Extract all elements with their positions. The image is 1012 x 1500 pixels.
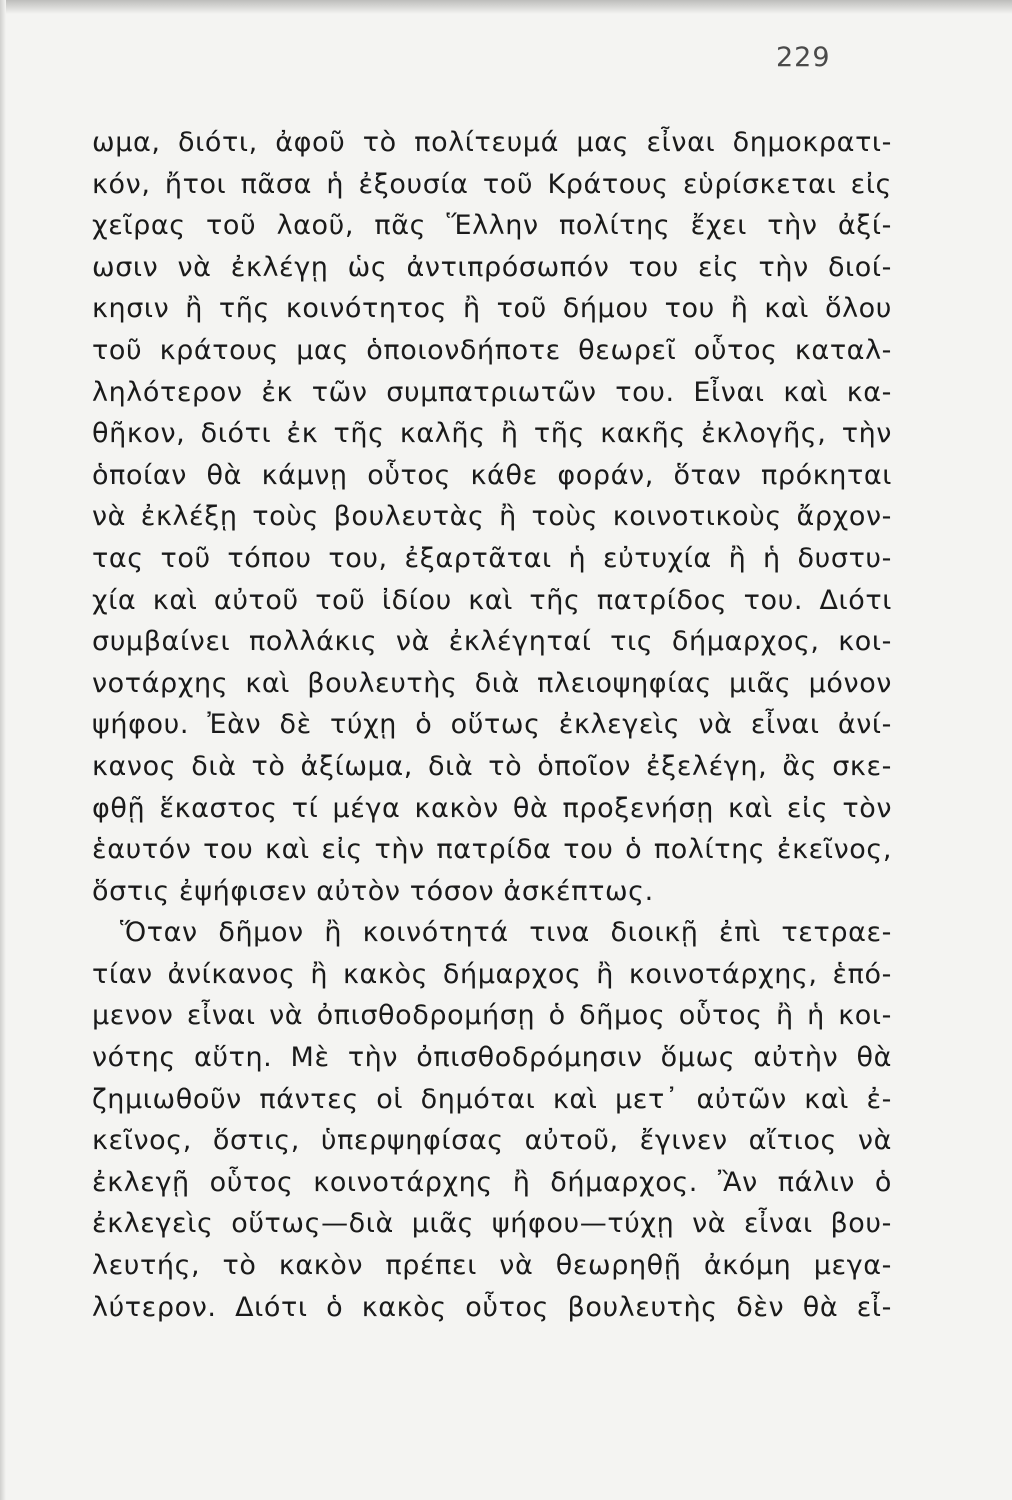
paragraph-end-line: ὅστις ἐψήφισεν αὐτὸν τόσον ἀσκέπτως.	[92, 875, 654, 907]
text-line: κησιν ἢ τῆς κοινότητος ἢ τοῦ δήμου του ἢ καὶ ὅλου	[92, 293, 892, 325]
text-line: κανος διὰ τὸ ἀξίωμα, διὰ τὸ ὁποῖον ἐξελέγη, ἂς σκε-	[92, 750, 892, 782]
text-line: μενον εἶναι νὰ ὀπισθοδρομήσῃ ὁ δῆμος οὗτος ἢ ἡ κοι-	[92, 1000, 892, 1032]
page-number: 229	[776, 42, 831, 73]
text-line: θῆκον, διότι ἐκ τῆς καλῆς ἢ τῆς κακῆς ἐκλογῆς, τὴν	[92, 418, 892, 450]
text-line: χία καὶ αὐτοῦ τοῦ ἰδίου καὶ τῆς πατρίδος του. Διότι	[92, 584, 892, 616]
text-line: ἐκλεγῇ οὗτος κοινοτάρχης ἢ δήμαρχος. Ἂν πάλιν ὁ	[92, 1166, 892, 1198]
text-line: ὁποίαν θὰ κάμνῃ οὗτος κάθε φοράν, ὅταν πρόκηται	[92, 459, 892, 491]
text-line: τίαν ἀνίκανος ἢ κακὸς δήμαρχος ἢ κοινοτάρχης, ἑπό-	[92, 958, 892, 990]
text-line: κόν, ἤτοι πᾶσα ἡ ἐξουσία τοῦ Κράτους εὑρίσκεται εἰς	[92, 168, 892, 200]
text-line: τοῦ κράτους μας ὁποιονδήποτε θεωρεῖ οὗτος καταλ-	[92, 334, 892, 366]
text-line: φθῇ ἕκαστος τί μέγα κακὸν θὰ προξενήσῃ καὶ εἰς τὸν	[92, 792, 892, 824]
text-line: ψήφου. Ἐὰν δὲ τύχῃ ὁ οὕτως ἐκλεγεὶς νὰ εἶναι ἀνί-	[92, 709, 892, 741]
text-line: νὰ ἐκλέξῃ τοὺς βουλευτὰς ἢ τοὺς κοινοτικοὺς ἄρχον-	[92, 501, 892, 533]
text-line: νοτάρχης καὶ βουλευτὴς διὰ πλειοψηφίας μιᾶς μόνον	[92, 667, 892, 699]
text-line: τας τοῦ τόπου του, ἐξαρτᾶται ἡ εὐτυχία ἢ ἡ δυστυ-	[92, 542, 892, 574]
body-text	[92, 122, 892, 1328]
text-line: ζημιωθοῦν πάντες οἱ δημόται καὶ μετ᾽ αὐτῶν καὶ ἐ-	[92, 1083, 892, 1115]
text-line: συμβαίνει πολλάκις νὰ ἐκλέγηταί τις δήμαρχος, κοι-	[92, 626, 892, 658]
text-line: ἑαυτόν του καὶ εἰς τὴν πατρίδα του ὁ πολίτης ἐκεῖνος,	[92, 834, 892, 866]
text-line: λύτερον. Διότι ὁ κακὸς οὗτος βουλευτὴς δὲν θὰ εἶ-	[92, 1291, 892, 1323]
paragraph-start-line: Ὅταν δῆμον ἢ κοινότητά τινα διοικῇ ἐπὶ τετραε-	[120, 917, 892, 949]
text-line: ωμα, διότι, ἀφοῦ τὸ πολίτευμά μας εἶναι δημοκρατι-	[92, 127, 892, 158]
text-line: κεῖνος, ὅστις, ὑπερψηφίσας αὐτοῦ, ἔγινεν αἴτιος νὰ	[92, 1125, 892, 1157]
text-line: νότης αὕτη. Μὲ τὴν ὀπισθοδρόμησιν ὅμως αὐτὴν θὰ	[92, 1042, 892, 1074]
page-binding-shadow	[0, 0, 6, 1500]
text-line: ἐκλεγεὶς οὕτως—διὰ μιᾶς ψήφου—τύχῃ νὰ εἶναι βου-	[92, 1208, 892, 1240]
text-line: λευτής, τὸ κακὸν πρέπει νὰ θεωρηθῇ ἀκόμη μεγα-	[92, 1250, 892, 1282]
text-line: χεῖρας τοῦ λαοῦ, πᾶς Ἕλλην πολίτης ἔχει τὴν ἀξί-	[92, 210, 892, 242]
text-line: ληλότερον ἐκ τῶν συμπατριωτῶν του. Εἶναι καὶ κα-	[92, 376, 892, 408]
page-edge-shadow	[0, 0, 1012, 14]
text-line: ωσιν νὰ ἐκλέγῃ ὡς ἀντιπρόσωπόν του εἰς τὴν διοί-	[92, 251, 892, 283]
